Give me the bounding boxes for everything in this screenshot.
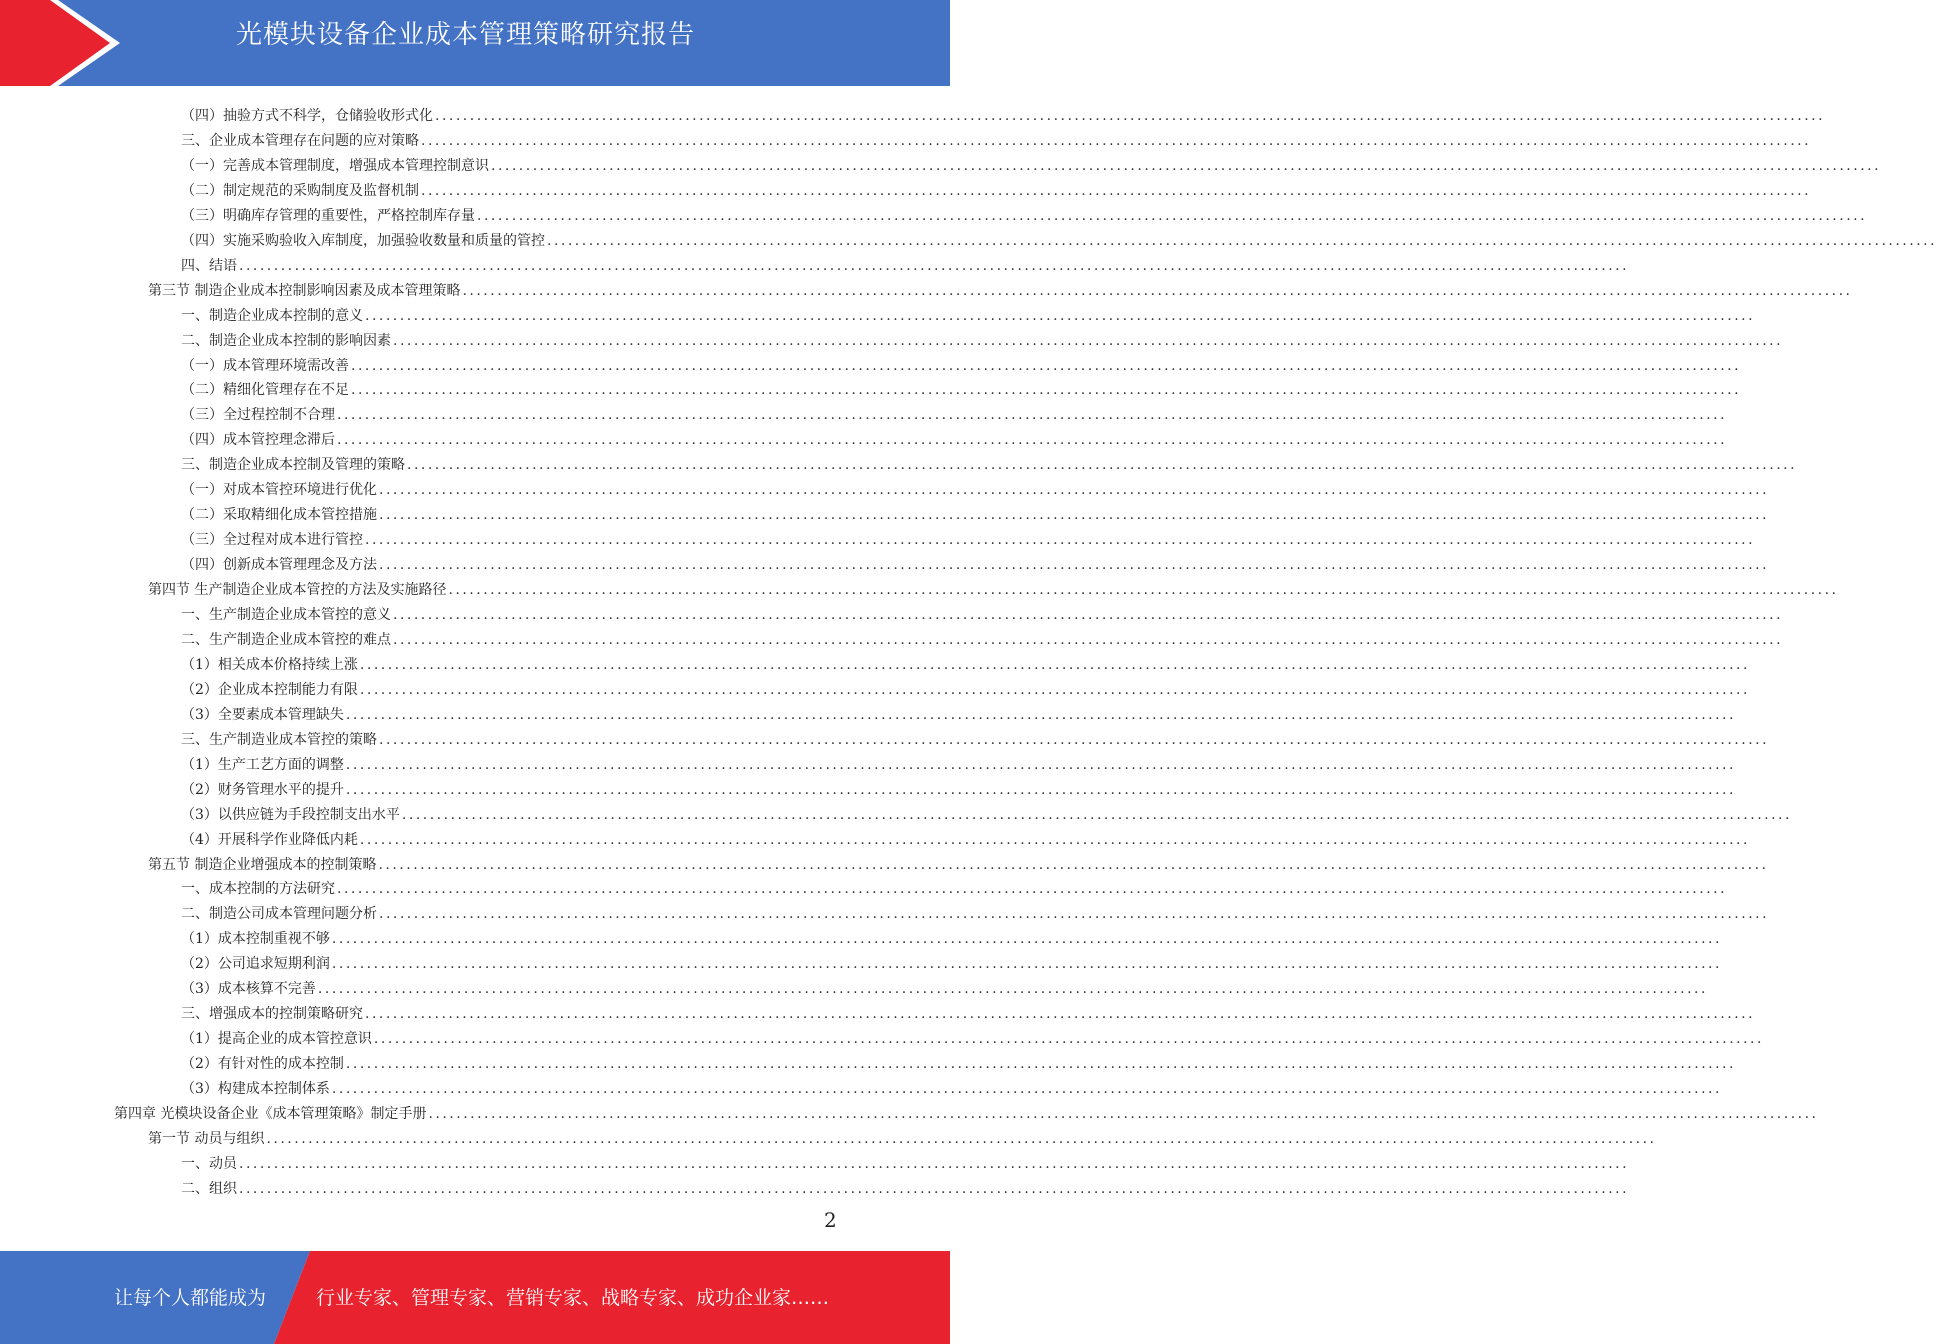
- toc-dot-leader: ........................................................................................................................................................................................................: [345, 756, 1736, 773]
- toc-entry[interactable]: [181, 1177, 1630, 1202]
- toc-dot-leader: ........................................................................................................................................................................................................: [266, 1130, 1657, 1147]
- toc-dot-leader: ........................................................................................................................................................................................................: [477, 207, 1868, 224]
- toc-dot-leader: ........................................................................................................................................................................................................: [351, 382, 1742, 399]
- header-chevron-icon: [0, 0, 130, 86]
- toc-dot-leader: ........................................................................................................................................................................................................: [365, 532, 1756, 549]
- toc-entry[interactable]: [181, 478, 1770, 503]
- toc-dot-leader: ........................................................................................................................................................................................................: [359, 831, 1750, 848]
- footer-slogan-left: 让每个人都能成为: [114, 1287, 267, 1309]
- toc-entry-text: （4）开展科学作业降低内耗: [181, 831, 358, 848]
- toc-entry[interactable]: [181, 329, 1784, 354]
- toc-dot-leader: ........................................................................................................................................................................................................: [393, 332, 1784, 349]
- toc-entry[interactable]: [181, 553, 1770, 578]
- toc-dot-leader: ........................................................................................................................................................................................................: [448, 582, 1839, 599]
- toc-dot-leader: ........................................................................................................................................................................................................: [421, 182, 1812, 199]
- toc-entry-text: （一）成本管理环境需改善: [181, 357, 349, 374]
- toc-entry-text: （3）构建成本控制体系: [181, 1081, 330, 1098]
- toc-dot-leader: ........................................................................................................................................................................................................: [379, 906, 1770, 923]
- document-title: 光模块设备企业成本管理策略研究报告: [236, 20, 696, 50]
- toc-dot-leader: ........................................................................................................................................................................................................: [345, 1056, 1736, 1073]
- toc-entry-text: （3）成本核算不完善: [181, 981, 316, 998]
- toc-entry-text: 第一节 动员与组织: [148, 1130, 265, 1147]
- toc-entry[interactable]: [181, 229, 1937, 254]
- toc-dot-leader: ........................................................................................................................................................................................................: [379, 482, 1770, 499]
- toc-entry[interactable]: [181, 154, 1882, 179]
- toc-dot-leader: ........................................................................................................................................................................................................: [331, 956, 1722, 973]
- toc-dot-leader: ........................................................................................................................................................................................................: [401, 806, 1792, 823]
- toc-entry-text: 第三节 制造企业成本控制影响因素及成本管理策略: [148, 282, 461, 299]
- toc-entry[interactable]: [181, 728, 1770, 753]
- toc-entry-text: （2）有针对性的成本控制: [181, 1056, 344, 1073]
- toc-entry[interactable]: [148, 578, 1839, 603]
- toc-dot-leader: ........................................................................................................................................................................................................: [407, 457, 1798, 474]
- toc-dot-leader: ........................................................................................................................................................................................................: [331, 931, 1722, 948]
- toc-entry[interactable]: [181, 304, 1756, 329]
- toc-entry-text: 一、生产制造企业成本管控的意义: [181, 607, 391, 623]
- toc-entry[interactable]: [114, 1102, 1819, 1127]
- toc-entry[interactable]: [181, 703, 1736, 728]
- toc-dot-leader: ........................................................................................................................................................................................................: [345, 781, 1736, 798]
- toc-entry-text: 二、制造企业成本控制的影响因素: [181, 332, 391, 349]
- page-header: [0, 0, 950, 86]
- toc-entry[interactable]: [181, 603, 1784, 628]
- toc-entry-text: （四）抽验方式不科学，仓储验收形式化: [181, 108, 433, 124]
- toc-entry-text: （三）明确库存管理的重要性，严格控制库存量: [181, 207, 475, 224]
- toc-entry-text: 第四节 生产制造企业成本管控的方法及实施路径: [148, 582, 447, 599]
- toc-dot-leader: ........................................................................................................................................................................................................: [317, 981, 1708, 998]
- toc-dot-leader: ........................................................................................................................................................................................................: [351, 357, 1742, 374]
- toc-dot-leader: ........................................................................................................................................................................................................: [378, 856, 1769, 873]
- toc-entry[interactable]: [181, 977, 1708, 1002]
- toc-entry-text: （1）提高企业的成本管控意识: [181, 1031, 372, 1048]
- toc-entry[interactable]: [181, 179, 1812, 204]
- toc-entry-text: 第四章 光模块设备企业《成本管理策略》制定手册: [114, 1106, 427, 1122]
- toc-dot-leader: ........................................................................................................................................................................................................: [239, 1180, 1630, 1197]
- toc-entry[interactable]: [181, 902, 1770, 927]
- toc-entry[interactable]: [181, 803, 1792, 828]
- toc-entry-text: （四）创新成本管理理念及方法: [181, 557, 377, 574]
- toc-entry-text: 一、动员: [181, 1155, 237, 1172]
- toc-entry-text: 二、生产制造企业成本管控的难点: [181, 631, 391, 648]
- toc-entry-text: 二、制造公司成本管理问题分析: [181, 906, 377, 923]
- toc-entry-text: 三、生产制造业成本管控的策略: [181, 731, 377, 748]
- toc-entry-text: （1）成本控制重视不够: [181, 931, 330, 948]
- toc-entry-text: （3）全要素成本管理缺失: [181, 706, 344, 723]
- toc-entry-text: 三、企业成本管理存在问题的应对策略: [181, 132, 419, 149]
- toc-entry[interactable]: [181, 503, 1770, 528]
- toc-entry-text: 第五节 制造企业增强成本的控制策略: [148, 856, 377, 873]
- toc-entry-text: 四、结语: [181, 257, 237, 274]
- toc-dot-leader: ........................................................................................................................................................................................................: [337, 432, 1728, 449]
- toc-entry[interactable]: [181, 877, 1728, 902]
- toc-entry[interactable]: [148, 853, 1769, 878]
- toc-entry-text: （二）制定规范的采购制度及监督机制: [181, 182, 419, 199]
- toc-entry-text: 一、成本控制的方法研究: [181, 881, 335, 898]
- toc-entry-text: （三）全过程对成本进行管控: [181, 532, 363, 549]
- toc-entry[interactable]: [181, 1077, 1722, 1102]
- toc-entry[interactable]: [181, 528, 1756, 553]
- toc-entry[interactable]: [181, 628, 1784, 653]
- toc-entry[interactable]: [181, 753, 1736, 778]
- toc-entry-text: （1）相关成本价格持续上涨: [181, 656, 358, 673]
- toc-entry[interactable]: [148, 279, 1853, 304]
- toc-entry[interactable]: [181, 378, 1742, 403]
- toc-entry-text: （2）企业成本控制能力有限: [181, 681, 358, 698]
- toc-entry-text: （二）精细化管理存在不足: [181, 382, 349, 399]
- toc-dot-leader: ........................................................................................................................................................................................................: [379, 507, 1770, 524]
- toc-dot-leader: ........................................................................................................................................................................................................: [421, 132, 1812, 149]
- toc-entry[interactable]: [181, 952, 1722, 977]
- toc-dot-leader: ........................................................................................................................................................................................................: [379, 731, 1770, 748]
- toc-dot-leader: ........................................................................................................................................................................................................: [337, 881, 1728, 898]
- toc-entry[interactable]: [181, 1002, 1756, 1027]
- toc-entry-text: 三、制造企业成本控制及管理的策略: [181, 457, 405, 474]
- toc-dot-leader: ........................................................................................................................................................................................................: [547, 232, 1937, 249]
- toc-dot-leader: ........................................................................................................................................................................................................: [435, 108, 1826, 124]
- toc-dot-leader: ........................................................................................................................................................................................................: [337, 407, 1728, 424]
- toc-dot-leader: ........................................................................................................................................................................................................: [462, 282, 1853, 299]
- page-number: 2: [824, 1208, 837, 1232]
- toc-entry[interactable]: [148, 1127, 1657, 1152]
- toc-dot-leader: ........................................................................................................................................................................................................: [373, 1031, 1764, 1048]
- toc-entry-text: （3）以供应链为手段控制支出水平: [181, 806, 400, 823]
- toc-dot-leader: ........................................................................................................................................................................................................: [239, 257, 1630, 274]
- toc-entry[interactable]: [181, 403, 1728, 428]
- toc-entry[interactable]: [181, 1027, 1764, 1052]
- toc-dot-leader: ........................................................................................................................................................................................................: [379, 557, 1770, 574]
- toc-entry-text: （四）实施采购验收入库制度，加强验收数量和质量的管控: [181, 232, 545, 249]
- toc-entry-text: 三、增强成本的控制策略研究: [181, 1006, 363, 1023]
- toc-dot-leader: ........................................................................................................................................................................................................: [331, 1081, 1722, 1098]
- toc-dot-leader: ........................................................................................................................................................................................................: [365, 1006, 1756, 1023]
- toc-entry[interactable]: [181, 1052, 1736, 1077]
- toc-entry[interactable]: [181, 927, 1722, 952]
- toc-entry-text: （1）生产工艺方面的调整: [181, 756, 344, 773]
- toc-dot-leader: ........................................................................................................................................................................................................: [345, 706, 1736, 723]
- toc-entry[interactable]: [181, 254, 1630, 279]
- toc-entry-text: （一）对成本管控环境进行优化: [181, 482, 377, 499]
- toc-entry-text: 二、组织: [181, 1180, 237, 1197]
- toc-entry-text: 一、制造企业成本控制的意义: [181, 307, 363, 324]
- page-footer: [0, 1251, 950, 1344]
- toc-entry[interactable]: [181, 1152, 1630, 1177]
- toc-entry[interactable]: [181, 678, 1750, 703]
- toc-dot-leader: ........................................................................................................................................................................................................: [393, 631, 1784, 648]
- toc-dot-leader: ........................................................................................................................................................................................................: [491, 157, 1882, 174]
- toc-entry-text: （一）完善成本管理制度，增强成本管理控制意识: [181, 157, 489, 174]
- toc-entry[interactable]: [181, 428, 1728, 453]
- toc-dot-leader: ........................................................................................................................................................................................................: [239, 1155, 1630, 1172]
- toc-entry-text: （二）采取精细化成本管控措施: [181, 507, 377, 524]
- toc-entry[interactable]: [181, 453, 1798, 478]
- footer-slogan-right: 行业专家、管理专家、营销专家、战略专家、成功企业家……: [316, 1287, 830, 1309]
- toc-entry[interactable]: [181, 778, 1736, 803]
- toc-dot-leader: ........................................................................................................................................................................................................: [359, 656, 1750, 673]
- toc-entry[interactable]: [181, 204, 1868, 229]
- toc-dot-leader: ........................................................................................................................................................................................................: [393, 607, 1784, 623]
- toc-dot-leader: ........................................................................................................................................................................................................: [428, 1106, 1819, 1122]
- toc-entry[interactable]: [181, 129, 1812, 154]
- toc-entry[interactable]: [181, 653, 1750, 678]
- toc-entry-text: （2）公司追求短期利润: [181, 956, 330, 973]
- toc-entry-text: （2）财务管理水平的提升: [181, 781, 344, 798]
- toc-entry[interactable]: [181, 354, 1742, 379]
- toc-dot-leader: ........................................................................................................................................................................................................: [365, 307, 1756, 324]
- toc-entry[interactable]: [181, 104, 1826, 129]
- toc-entry-text: （四）成本管控理念滞后: [181, 432, 335, 449]
- toc-entry-text: （三）全过程控制不合理: [181, 407, 335, 424]
- toc-dot-leader: ........................................................................................................................................................................................................: [359, 681, 1750, 698]
- toc-entry[interactable]: [181, 828, 1750, 853]
